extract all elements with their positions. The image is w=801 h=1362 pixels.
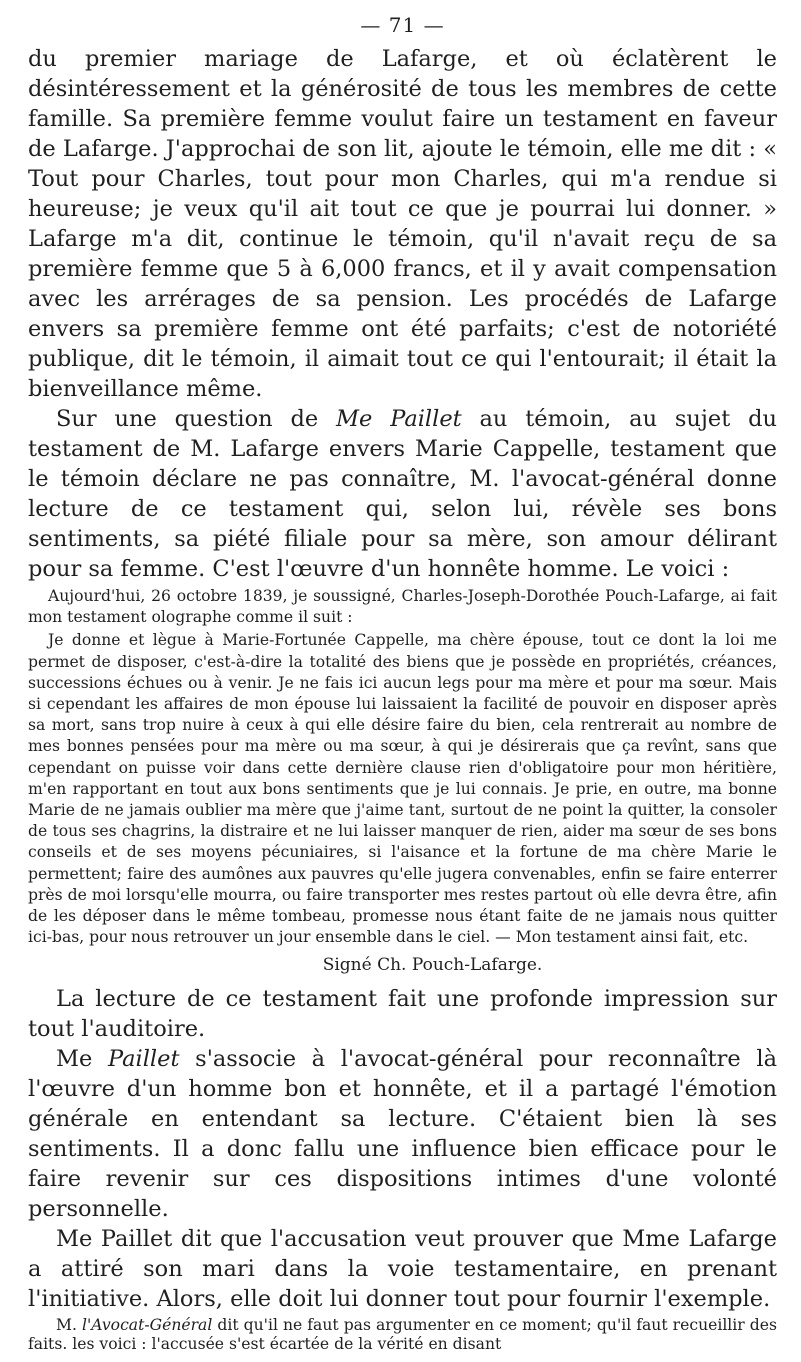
lawyer-name-paillet-2: Paillet [108,1046,180,1073]
lawyer-name-paillet: Me Paillet [336,406,462,432]
footnote-rest: dit qu'il ne faut pas argumenter en ce moment; qu'il faut recueillir des faits. les voici : l'accusée s'est écartée de la vérité en disant [28,1316,777,1354]
testament-opening: Aujourd'hui, 26 octobre 1839, je soussigné, Charles-Joseph-Dorothée Pouch-Lafarge, ai fait mon testament olographe comme il suit : [28,587,777,627]
paragraph-paillet-prefix: Me [56,1046,108,1073]
article-body [28,44,777,1354]
testament-signature: Signé Ch. Pouch-Lafarge. [322,955,543,976]
paragraph-question-testament [28,404,777,584]
paragraph-question-prefix: Sur une question de [56,406,337,432]
footnote-prefix: M. [56,1316,82,1335]
testament-body: Je donne et lègue à Marie-Fortunée Cappelle, ma chère épouse, tout ce dont la loi me permet de disposer, c'est-à-dire la totalité des biens que je possède en propriétés, créances, successions échues ou à venir. Je ne fais ici aucun legs pour ma mère et pour ma sœur. Mais si cependant les affaires de mon épouse lui laissaient la facilité de pouvoir en disposer après sa mort, sans trop nuire à ceux à qui elle désire faire du bien, cela rentrerait au nombre de mes bonnes pensées pour ma mère ou ma sœur, à qui je désirerais que ça revînt, sans que cependant on puisse voir dans cette dernière clause rien d'obligatoire pour mon héritière, m'en rapportant en tout aux bons sentiments que je lui connais. Je prie, en outre, ma bonne Marie de ne jamais oublier ma mère que j'aime tant, surtout de ne point la quitter, la consoler de tous ses chagrins, la distraire et ne lui laisser manquer de rien, aider ma sœur de ses bons conseils et de ses moyens pécuniaires, si l'aisance et la fortune de ma chère Marie le permettent; faire des aumônes aux pauvres qu'elle jugera convenables, enfin se faire enterrer près de moi lorsqu'elle mourra, ou faire transporter mes restes partout où elle devra être, afin de les déposer dans le même tombeau, promesse nous étant faite de ne jamais nous quitter ici-bas, pour nous retrouver un jour ensemble dans le ciel. — Mon testament ainsi fait, etc. [28,631,777,947]
paragraph-paillet-rest: s'associe à l'avocat-général pour reconnaître là l'œuvre d'un homme bon et honnête, et il a partagé l'émotion générale en entendant sa lecture. C'étaient bien là ses sentiments. Il a donc fallu une influence bien efficace pour le faire revenir sur ces dispositions intimes d'une volonté personnelle. [28,1046,777,1223]
paragraph-question-rest: au témoin, au sujet du testament de M. Lafarge envers Marie Cappelle, testament que le témoin déclare ne pas connaître, M. l'avocat-général donne lecture de ce testament qui, selon lui, révèle ses bons sentiments, sa piété filiale pour sa mère, son amour délirant pour sa femme. C'est l'œuvre d'un honnête homme. Le voici : [28,406,777,582]
paragraph-paillet-associates [28,1044,777,1224]
paragraph-first-marriage: du premier mariage de Lafarge, et où éclatèrent le désintéressement et la générosité de tous les membres de cette famille. Sa première femme voulut faire un testament en faveur de Lafarge. J'approchai de son lit, ajoute le témoin, elle me dit : « Tout pour Charles, tout pour mon Charles, qui m'a rendue si heureuse; je veux qu'il ait tout ce que je pourrai lui donner. » Lafarge m'a dit, continue le témoin, qu'il n'avait reçu de sa première femme que 5 à 6,000 francs, et il y avait compensation avec les arrérages de sa pension. Les procédés de Lafarge envers sa première femme ont été parfaits; c'est de notoriété publique, dit le témoin, il aimait tout ce qui l'entourait; il était la bienveillance même. [28,46,777,402]
paragraph-accusation: Me Paillet dit que l'accusation veut prouver que Mme Lafarge a attiré son mari dans la voie testamentaire, en prenant l'initiative. Alors, elle doit lui donner tout pour fournir l'exemple. [28,1226,777,1313]
paragraph-reading-impression: La lecture de ce testament fait une profonde impression sur tout l'auditoire. [28,986,777,1043]
page-number: — 71 — [360,13,445,37]
paragraph-avocat-general [28,1316,777,1354]
avocat-general-title: l'Avocat-Général [81,1316,213,1335]
